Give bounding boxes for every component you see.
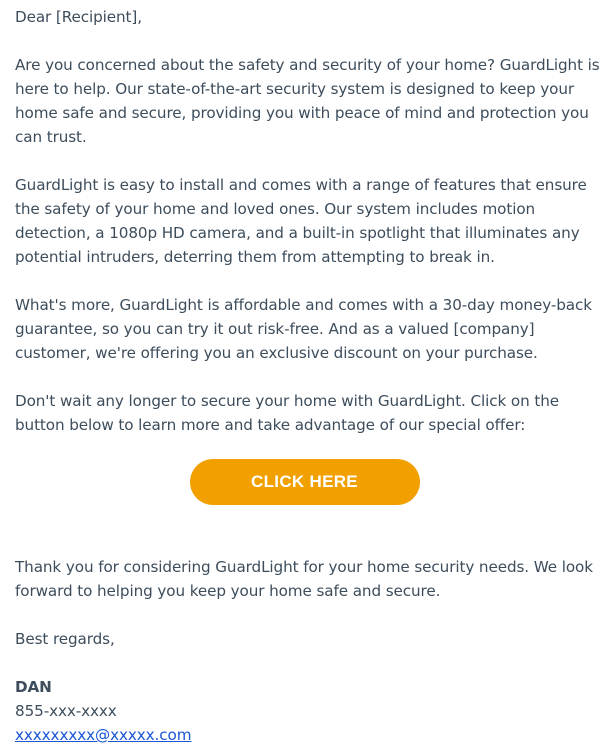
signature-block	[15, 675, 601, 747]
sender-name: DAN	[15, 678, 52, 696]
features-paragraph: GuardLight is easy to install and comes with a range of features that ensure the safety of your home and loved ones. Our system includes motion detection, a 1080p HD camera, and a built-in spotlight that illuminates any potential intruders, deterring them from attempting to break in.	[15, 176, 587, 266]
greeting: Dear [Recipient],	[15, 8, 142, 26]
offer-paragraph: What's more, GuardLight is affordable and comes with a 30-day money-back guarantee, so you can try it out risk-free. And as a valued [company] customer, we're offering you an exclusive discount on your purchase.	[15, 296, 592, 362]
cta-container	[8, 459, 601, 505]
click-here-button[interactable]: CLICK HERE	[190, 459, 420, 505]
intro-paragraph: Are you concerned about the safety and security of your home? GuardLight is here to help. Our state-of-the-art security system is designed to keep your home safe and secure, providing you with peace of mind and protection you can trust.	[15, 56, 600, 146]
cta-prompt-paragraph: Don't wait any longer to secure your home with GuardLight. Click on the button below to learn more and take advantage of our special offer:	[15, 392, 560, 434]
sign-off: Best regards,	[15, 630, 115, 648]
sender-email-link[interactable]: xxxxxxxxx@xxxxx.com	[15, 726, 192, 744]
sender-phone: 855-xxx-xxxx	[15, 702, 117, 720]
closing-paragraph: Thank you for considering GuardLight for your home security needs. We look forward to helping you keep your home safe and secure.	[15, 558, 593, 600]
